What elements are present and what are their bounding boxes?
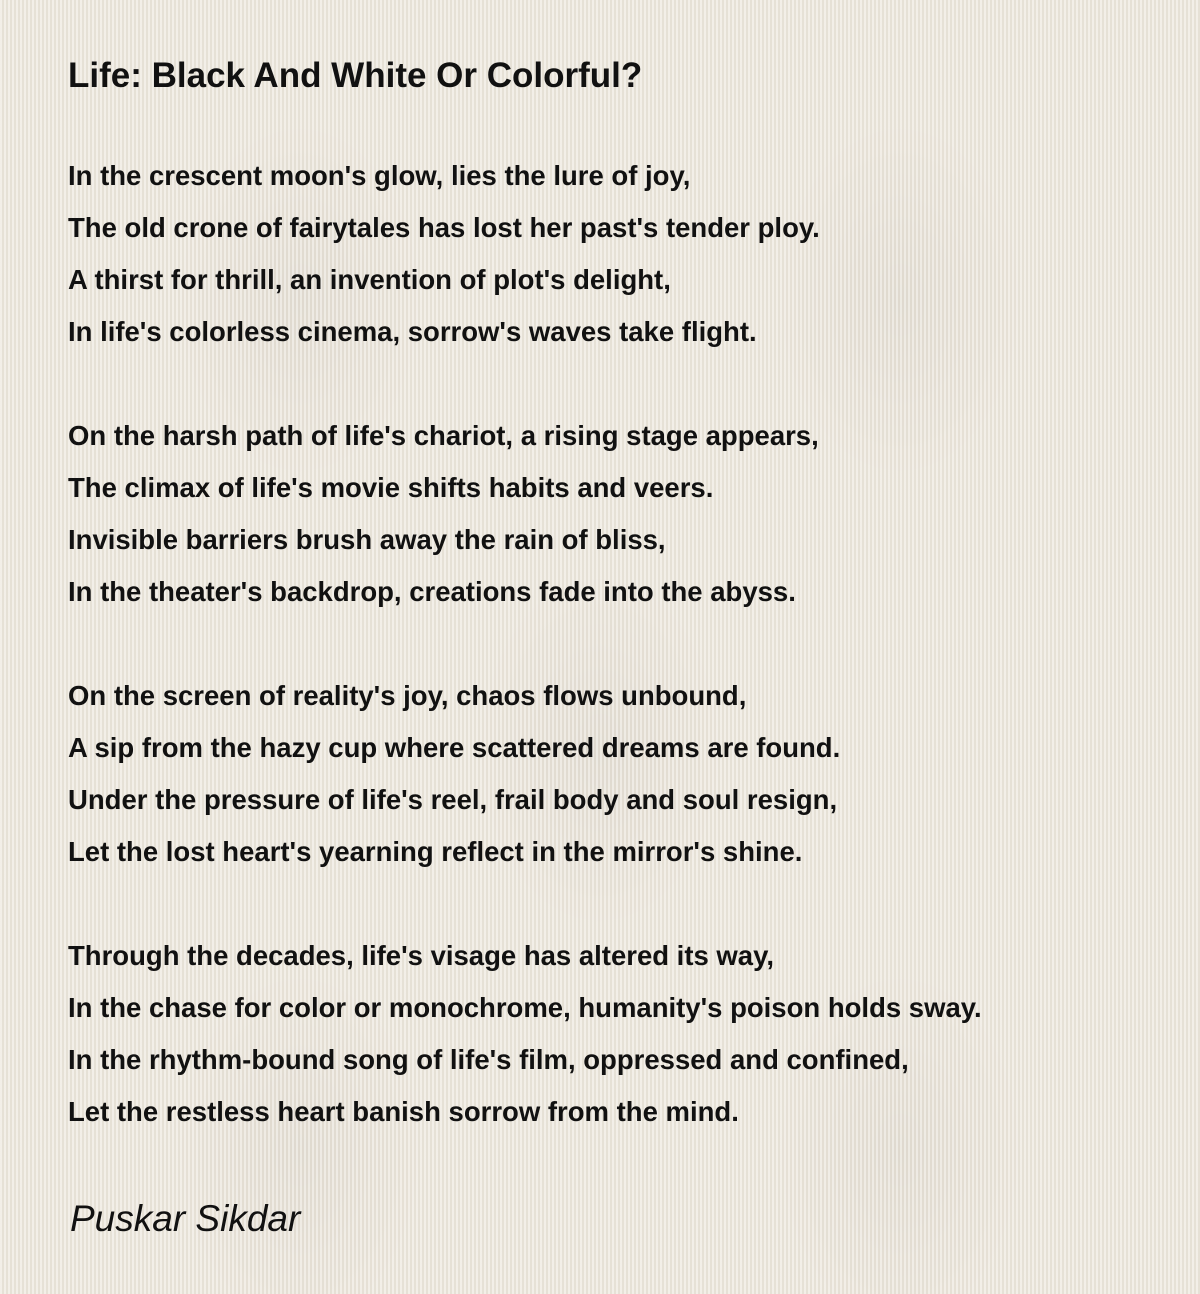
poem-line: A sip from the hazy cup where scattered dreams are found. xyxy=(68,732,841,763)
poem-title: Life: Black And White Or Colorful? xyxy=(68,56,643,95)
poem-line: On the harsh path of life's chariot, a rising stage appears, xyxy=(68,420,819,451)
poem-body xyxy=(68,150,982,1190)
stanza-4 xyxy=(68,930,982,1138)
poem-line: Through the decades, life's visage has altered its way, xyxy=(68,940,774,971)
poem-line: In the chase for color or monochrome, humanity's poison holds sway. xyxy=(68,992,982,1023)
poem-line: In the crescent moon's glow, lies the lure of joy, xyxy=(68,160,691,191)
poem-author: Puskar Sikdar xyxy=(70,1198,301,1239)
stanza-3 xyxy=(68,670,982,878)
poem-line: In life's colorless cinema, sorrow's waves take flight. xyxy=(68,316,757,347)
stanza-1 xyxy=(68,150,982,358)
poem-line: Invisible barriers brush away the rain of bliss, xyxy=(68,524,666,555)
poem-line: In the theater's backdrop, creations fade into the abyss. xyxy=(68,576,796,607)
poem-line: A thirst for thrill, an invention of plot's delight, xyxy=(68,264,671,295)
stanza-2 xyxy=(68,410,982,618)
poem-line: The climax of life's movie shifts habits and veers. xyxy=(68,472,714,503)
poem-line: In the rhythm-bound song of life's film, oppressed and confined, xyxy=(68,1044,909,1075)
poem-line: Under the pressure of life's reel, frail body and soul resign, xyxy=(68,784,838,815)
poem-line: On the screen of reality's joy, chaos flows unbound, xyxy=(68,680,747,711)
poem-line: The old crone of fairytales has lost her past's tender ploy. xyxy=(68,212,820,243)
poem-line: Let the lost heart's yearning reflect in the mirror's shine. xyxy=(68,836,803,867)
poem-line: Let the restless heart banish sorrow from the mind. xyxy=(68,1096,739,1127)
